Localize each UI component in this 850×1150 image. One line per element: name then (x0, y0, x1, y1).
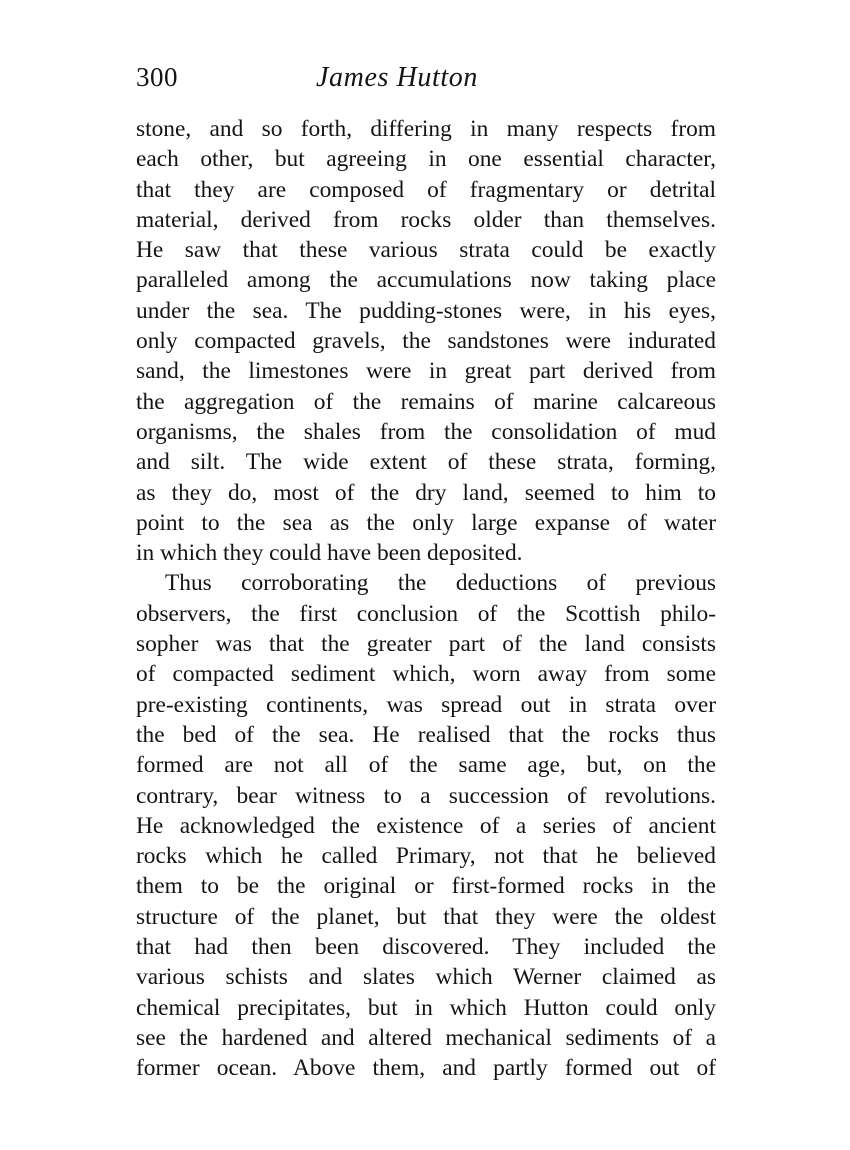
body-text (136, 114, 716, 1084)
text-line: stone, and so forth, differing in many respects from (136, 116, 716, 142)
text-line: rocks which he called Primary, not that he believed (136, 843, 716, 870)
text-line: formed are not all of the same age, but, on the (136, 752, 716, 779)
text-line: them to be the original or first-formed rocks in the (136, 873, 716, 900)
text-line: He saw that these various strata could be exactly (136, 237, 716, 264)
text-line: under the sea. The pudding-stones were, in his eyes, (136, 297, 716, 324)
running-title: James Hutton (316, 62, 478, 93)
text-line: organisms, the shales from the consolidation of mud (136, 418, 716, 445)
text-line: structure of the planet, but that they were the oldest (136, 903, 716, 930)
text-line: sand, the limestones were in great part derived from (136, 358, 716, 385)
text-line: that had then been discovered. They included the (136, 934, 716, 961)
text-line: paralleled among the accumulations now taking place (136, 267, 716, 294)
text-line: contrary, bear witness to a succession of revolutions. (136, 782, 716, 809)
text-line: observers, the first conclusion of the Scottish philo- (136, 600, 716, 627)
text-line: point to the sea as the only large expanse of water (136, 509, 716, 536)
text-line: each other, but agreeing in one essential character, (136, 146, 716, 173)
text-line: as they do, most of the dry land, seemed to him to (136, 479, 716, 506)
text-line: the aggregation of the remains of marine calcareous (136, 388, 716, 415)
text-line: pre-existing continents, was spread out in strata over (136, 691, 716, 718)
paragraph-first-line: Thus corroborating the deductions of previous (165, 570, 716, 597)
running-head (136, 62, 716, 98)
text-line: of compacted sediment which, worn away from some (136, 661, 716, 688)
page-number: 300 (136, 62, 178, 92)
text-line: former ocean. Above them, and partly formed out of (136, 1055, 716, 1082)
text-line: the bed of the sea. He realised that the rocks thus (136, 721, 716, 748)
text-line: various schists and slates which Werner claimed as (136, 964, 716, 991)
text-line: only compacted gravels, the sandstones were indurated (136, 328, 716, 355)
text-line: and silt. The wide extent of these strata, forming, (136, 449, 716, 476)
text-line: chemical precipitates, but in which Hutton could only (136, 994, 716, 1021)
text-line: see the hardened and altered mechanical sediments of a (136, 1024, 716, 1051)
text-line: material, derived from rocks older than themselves. (136, 206, 716, 233)
text-line: He acknowledged the existence of a series of ancient (136, 812, 716, 839)
text-line: sopher was that the greater part of the land consists (136, 631, 716, 658)
text-line: that they are composed of fragmentary or detrital (136, 176, 716, 203)
paragraph-end-line: in which they could have been deposited. (136, 540, 523, 567)
